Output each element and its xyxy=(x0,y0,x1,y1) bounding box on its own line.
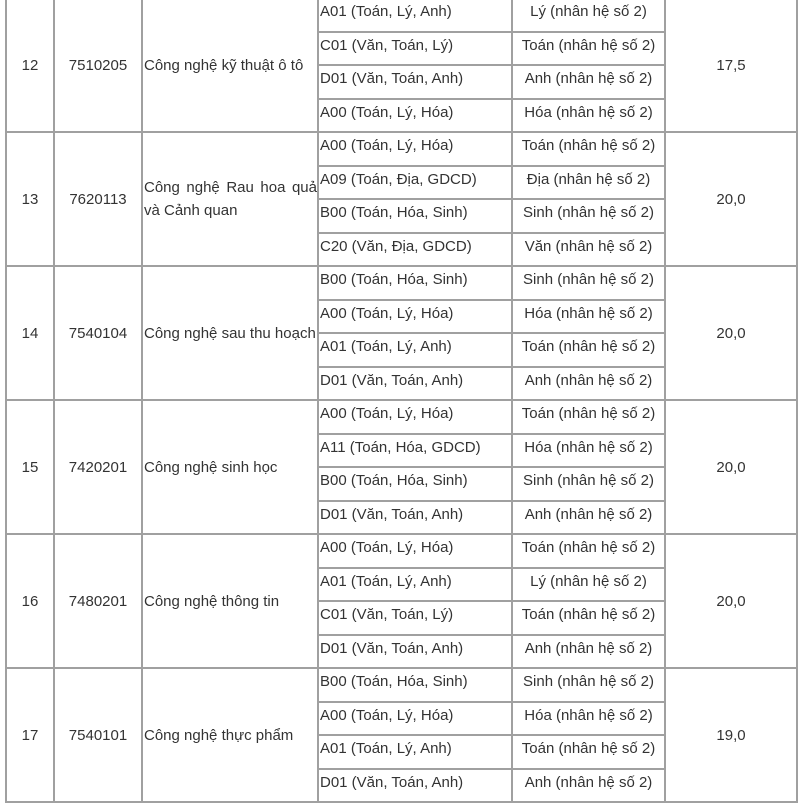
cutoff-score-cell: 20,0 xyxy=(665,132,797,266)
weighted-subject-cell: Sinh (nhân hệ số 2) xyxy=(512,668,665,702)
subject-combination-cell: A00 (Toán, Lý, Hóa) xyxy=(318,400,512,434)
weighted-subject-cell: Toán (nhân hệ số 2) xyxy=(512,32,665,66)
subject-combination-cell: A01 (Toán, Lý, Anh) xyxy=(318,0,512,32)
subject-combination-cell: B00 (Toán, Hóa, Sinh) xyxy=(318,266,512,300)
subject-combination-cell: A00 (Toán, Lý, Hóa) xyxy=(318,300,512,334)
table-row xyxy=(6,400,797,434)
subject-combination-cell: D01 (Văn, Toán, Anh) xyxy=(318,769,512,803)
weighted-subject-cell: Anh (nhân hệ số 2) xyxy=(512,65,665,99)
subject-combination-cell: C01 (Văn, Toán, Lý) xyxy=(318,32,512,66)
major-code-cell: 7510205 xyxy=(54,0,142,132)
weighted-subject-cell: Toán (nhân hệ số 2) xyxy=(512,132,665,166)
cutoff-score-cell: 19,0 xyxy=(665,668,797,802)
weighted-subject-cell: Lý (nhân hệ số 2) xyxy=(512,568,665,602)
subject-combination-cell: D01 (Văn, Toán, Anh) xyxy=(318,367,512,401)
cutoff-score-cell: 20,0 xyxy=(665,400,797,534)
major-code-cell: 7480201 xyxy=(54,534,142,668)
weighted-subject-cell: Toán (nhân hệ số 2) xyxy=(512,735,665,769)
weighted-subject-cell: Anh (nhân hệ số 2) xyxy=(512,769,665,803)
subject-combination-cell: C20 (Văn, Địa, GDCD) xyxy=(318,233,512,267)
major-code-cell: 7540101 xyxy=(54,668,142,802)
row-number-cell: 12 xyxy=(6,0,54,132)
major-code-cell: 7420201 xyxy=(54,400,142,534)
major-code-cell: 7620113 xyxy=(54,132,142,266)
row-number-cell: 15 xyxy=(6,400,54,534)
weighted-subject-cell: Toán (nhân hệ số 2) xyxy=(512,333,665,367)
row-number-cell: 16 xyxy=(6,534,54,668)
weighted-subject-cell: Hóa (nhân hệ số 2) xyxy=(512,434,665,468)
major-name-cell: Công nghệ thông tin xyxy=(142,534,318,668)
row-number-cell: 14 xyxy=(6,266,54,400)
row-number-cell: 17 xyxy=(6,668,54,802)
weighted-subject-cell: Sinh (nhân hệ số 2) xyxy=(512,266,665,300)
subject-combination-cell: A11 (Toán, Hóa, GDCD) xyxy=(318,434,512,468)
major-name-cell: Công nghệ sinh học xyxy=(142,400,318,534)
weighted-subject-cell: Hóa (nhân hệ số 2) xyxy=(512,99,665,133)
subject-combination-cell: A00 (Toán, Lý, Hóa) xyxy=(318,534,512,568)
table-row xyxy=(6,668,797,702)
table-row xyxy=(6,0,797,32)
major-name-cell: Công nghệ Rau hoa quả và Cảnh quan xyxy=(142,132,318,266)
subject-combination-cell: B00 (Toán, Hóa, Sinh) xyxy=(318,467,512,501)
weighted-subject-cell: Anh (nhân hệ số 2) xyxy=(512,635,665,669)
weighted-subject-cell: Văn (nhân hệ số 2) xyxy=(512,233,665,267)
weighted-subject-cell: Sinh (nhân hệ số 2) xyxy=(512,199,665,233)
major-name-cell: Công nghệ sau thu hoạch xyxy=(142,266,318,400)
table-row xyxy=(6,132,797,166)
cutoff-score-cell: 17,5 xyxy=(665,0,797,132)
weighted-subject-cell: Hóa (nhân hệ số 2) xyxy=(512,702,665,736)
major-name-cell: Công nghệ thực phẩm xyxy=(142,668,318,802)
subject-combination-cell: B00 (Toán, Hóa, Sinh) xyxy=(318,668,512,702)
subject-combination-cell: A00 (Toán, Lý, Hóa) xyxy=(318,702,512,736)
subject-combination-cell: C01 (Văn, Toán, Lý) xyxy=(318,601,512,635)
subject-combination-cell: A01 (Toán, Lý, Anh) xyxy=(318,333,512,367)
cutoff-score-cell: 20,0 xyxy=(665,534,797,668)
major-name-cell: Công nghệ kỹ thuật ô tô xyxy=(142,0,318,132)
row-number-cell: 13 xyxy=(6,132,54,266)
subject-combination-cell: D01 (Văn, Toán, Anh) xyxy=(318,65,512,99)
weighted-subject-cell: Toán (nhân hệ số 2) xyxy=(512,400,665,434)
admission-score-table xyxy=(5,0,798,803)
weighted-subject-cell: Anh (nhân hệ số 2) xyxy=(512,501,665,535)
weighted-subject-cell: Sinh (nhân hệ số 2) xyxy=(512,467,665,501)
major-code-cell: 7540104 xyxy=(54,266,142,400)
table-row xyxy=(6,534,797,568)
weighted-subject-cell: Anh (nhân hệ số 2) xyxy=(512,367,665,401)
table-row xyxy=(6,266,797,300)
table-body xyxy=(6,0,797,802)
subject-combination-cell: D01 (Văn, Toán, Anh) xyxy=(318,501,512,535)
subject-combination-cell: D01 (Văn, Toán, Anh) xyxy=(318,635,512,669)
subject-combination-cell: A01 (Toán, Lý, Anh) xyxy=(318,735,512,769)
weighted-subject-cell: Toán (nhân hệ số 2) xyxy=(512,534,665,568)
subject-combination-cell: A01 (Toán, Lý, Anh) xyxy=(318,568,512,602)
weighted-subject-cell: Toán (nhân hệ số 2) xyxy=(512,601,665,635)
cutoff-score-cell: 20,0 xyxy=(665,266,797,400)
subject-combination-cell: A09 (Toán, Địa, GDCD) xyxy=(318,166,512,200)
subject-combination-cell: B00 (Toán, Hóa, Sinh) xyxy=(318,199,512,233)
subject-combination-cell: A00 (Toán, Lý, Hóa) xyxy=(318,99,512,133)
weighted-subject-cell: Địa (nhân hệ số 2) xyxy=(512,166,665,200)
weighted-subject-cell: Hóa (nhân hệ số 2) xyxy=(512,300,665,334)
subject-combination-cell: A00 (Toán, Lý, Hóa) xyxy=(318,132,512,166)
weighted-subject-cell: Lý (nhân hệ số 2) xyxy=(512,0,665,32)
